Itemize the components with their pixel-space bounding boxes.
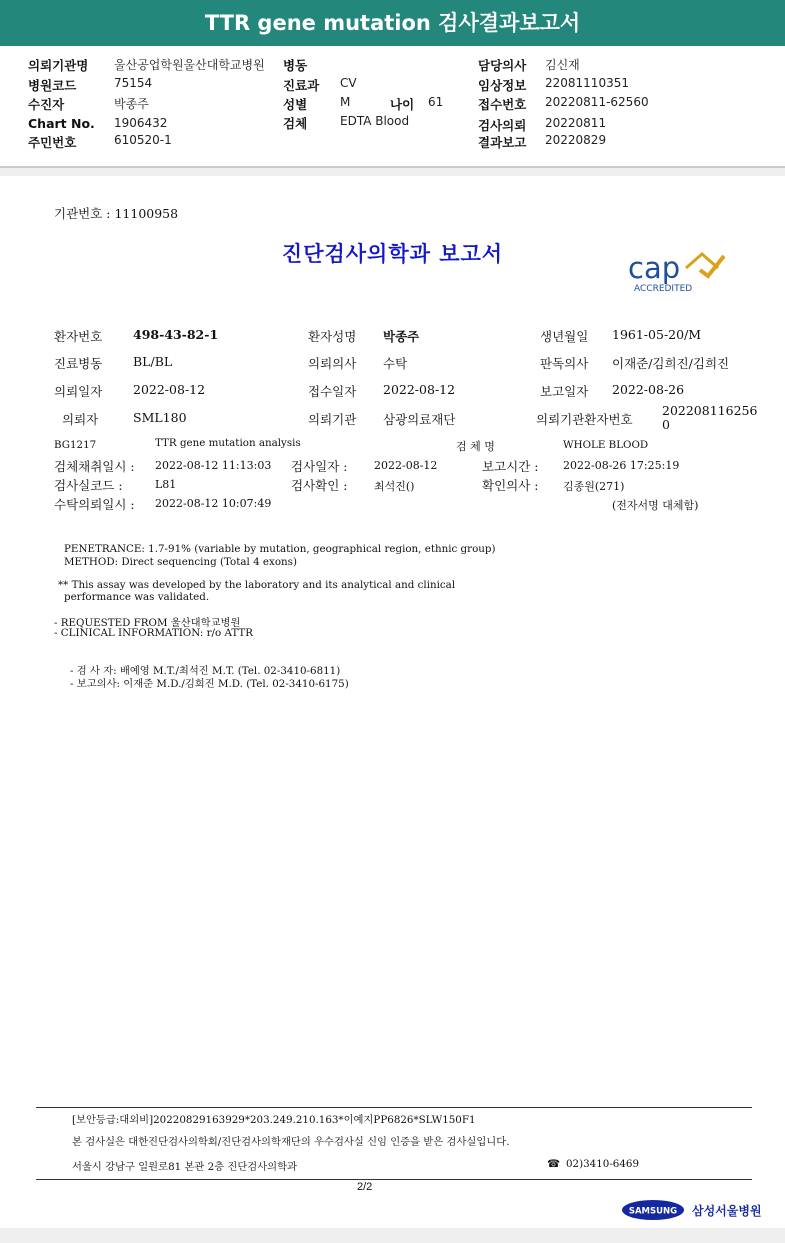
hdr-label-test-request: 검사의뢰 <box>478 118 527 133</box>
grid-label-requester: 의뢰자 <box>62 412 99 427</box>
hdr-value-doctor: 김신재 <box>545 58 580 72</box>
grid-label-request-institution: 의뢰기관 <box>308 412 357 427</box>
cap-logo-subtext: ACCREDITED <box>634 284 693 294</box>
hdr-label-chart-no: Chart No. <box>28 116 95 131</box>
grid-label-institution-patient-no: 의뢰기관환자번호 <box>536 412 633 427</box>
confirm-doctor-label: 확인의사 : <box>482 478 539 493</box>
collect-value: 2022-08-12 11:13:03 <box>155 459 272 472</box>
hospital-name-text: 삼성서울병원 <box>692 1204 762 1218</box>
grid-label-patient-no: 환자번호 <box>54 329 103 344</box>
grid-value-reading-doctor: 이재준/김희진/김희진 <box>612 356 730 371</box>
footer-top-rule <box>36 1107 752 1108</box>
patient-header <box>0 46 785 168</box>
hdr-value-chart-no: 1906432 <box>114 116 168 130</box>
report-document <box>0 176 785 1228</box>
report-title: TTR gene mutation 검사결과보고서 <box>204 11 581 35</box>
body-line-tester: - 검 사 자: 배예영 M.T./최석진 M.T. (Tel. 02-3410-6811) <box>70 665 341 677</box>
body-line-clinical-info: - CLINICAL INFORMATION: r/o ATTR <box>54 627 254 639</box>
hdr-label-hospital-code: 병원코드 <box>28 78 77 93</box>
report-time-label: 보고시간 : <box>482 459 539 474</box>
hdr-label-patient: 수진자 <box>28 97 65 112</box>
grid-value-request-date: 2022-08-12 <box>133 382 206 397</box>
test-name: TTR gene mutation analysis <box>155 437 301 449</box>
request-time-value: 2022-08-12 10:07:49 <box>155 497 272 510</box>
cap-logo-text: cap <box>628 251 681 285</box>
grid-label-request-doctor: 의뢰의사 <box>308 356 357 371</box>
samsung-hospital-logo <box>622 1196 762 1224</box>
hdr-value-resident-no: 610520-1 <box>114 133 172 147</box>
grid-value-request-doctor: 수탁 <box>383 356 408 371</box>
body-line-reporter: - 보고의사: 이재준 M.D./김희진 M.D. (Tel. 02-3410-6175) <box>70 678 349 690</box>
hdr-label-department: 진료과 <box>283 78 320 93</box>
grid-value-report-date: 2022-08-26 <box>612 382 685 397</box>
body-line-assay-note: ** This assay was developed by the laboratory and its analytical and clinical <box>58 579 456 591</box>
samsung-logo-text: SAMSUNG <box>628 1206 678 1217</box>
hdr-label-doctor: 담당의사 <box>478 58 527 73</box>
grid-label-report-date: 보고일자 <box>540 384 589 399</box>
grid-label-birth: 생년월일 <box>540 329 589 344</box>
body-line-requested-from: - REQUESTED FROM 울산대학교병원 <box>54 617 241 629</box>
request-time-label: 수탁의뢰일시 : <box>54 497 135 512</box>
grid-value-requester: SML180 <box>133 410 187 425</box>
hdr-value-result-report: 20220829 <box>545 133 607 147</box>
grid-value-request-institution: 삼광의료재단 <box>383 412 456 427</box>
hdr-label-sex: 성별 <box>283 97 308 112</box>
body-line-method: METHOD: Direct sequencing (Total 4 exons) <box>64 556 297 568</box>
certification-line: 본 검사실은 대한진단검사의학회/진단검사의학재단의 우수검사실 신임 인증을 받은 검사실입니다. <box>72 1136 510 1148</box>
institution-number: 기관번호 : 11100958 <box>54 206 179 221</box>
grid-label-patient-name: 환자성명 <box>308 329 357 344</box>
grid-value-patient-no: 498-43-82-1 <box>133 327 219 342</box>
hdr-label-ward: 병동 <box>283 58 308 73</box>
confirm-value: 최석진() <box>374 480 415 493</box>
phone-number: 02)3410-6469 <box>566 1158 640 1170</box>
bottom-band <box>0 1228 785 1243</box>
report-time-value: 2022-08-26 17:25:19 <box>563 459 680 472</box>
grid-value-birth: 1961-05-20/M <box>612 327 702 342</box>
cap-accredited-logo <box>628 248 728 298</box>
body-line-validated: performance was validated. <box>64 591 210 603</box>
grid-label-request-date: 의뢰일자 <box>54 384 103 399</box>
hdr-value-clinical-info: 22081110351 <box>545 76 629 90</box>
address-line: 서울시 강남구 일원로81 본관 2층 진단검사의학과 <box>72 1161 298 1173</box>
hdr-label-age: 나이 <box>390 97 415 112</box>
room-code-label: 검사실코드 : <box>54 478 123 493</box>
test-date-label: 검사일자 : <box>291 459 348 474</box>
specimen-value: WHOLE BLOOD <box>563 439 649 451</box>
grid-value-receipt-date: 2022-08-12 <box>383 382 456 397</box>
phone-icon: ☎ <box>547 1158 560 1170</box>
esign-note: (전자서명 대체함) <box>612 499 699 512</box>
grid-label-receipt-date: 접수일자 <box>308 384 357 399</box>
hdr-value-institution: 울산공업학원울산대학교병원 <box>114 58 265 72</box>
report-heading: 진단검사의학과 보고서 <box>281 242 504 266</box>
hdr-label-institution: 의뢰기관명 <box>28 58 89 73</box>
hdr-value-sex: M <box>340 95 351 109</box>
grid-label-ward: 진료병동 <box>54 356 103 371</box>
hdr-value-patient: 박종주 <box>114 97 149 111</box>
test-date-value: 2022-08-12 <box>374 459 438 472</box>
grid-value-institution-patient-no-line2: 0 <box>662 417 670 432</box>
body-line-penetrance: PENETRANCE: 1.7-91% (variable by mutation, geographical region, ethnic group) <box>64 543 496 555</box>
test-code: BG1217 <box>54 439 97 451</box>
specimen-label: 검 체 명 <box>456 440 495 453</box>
collect-label: 검체채취일시 : <box>54 459 135 474</box>
hdr-label-specimen: 검체 <box>283 116 308 131</box>
grid-value-patient-name: 박종주 <box>383 329 420 344</box>
hdr-label-resident-no: 주민번호 <box>28 135 77 150</box>
grid-value-institution-patient-no-line1: 202208116256 <box>662 403 758 418</box>
grid-value-ward: BL/BL <box>133 354 173 369</box>
hdr-value-specimen: EDTA Blood <box>340 114 410 128</box>
hdr-label-result-report: 결과보고 <box>478 135 527 150</box>
hdr-value-hospital-code: 75154 <box>114 76 153 90</box>
hdr-label-receipt-no: 접수번호 <box>478 97 527 112</box>
room-code-value: L81 <box>155 478 177 491</box>
confirm-doctor-value: 김종원(271) <box>563 480 625 493</box>
separator-band <box>0 168 785 176</box>
hdr-value-test-request: 20220811 <box>545 116 607 130</box>
report-title-bar <box>0 0 785 46</box>
hdr-value-age: 61 <box>428 95 444 109</box>
hdr-label-clinical-info: 임상정보 <box>478 78 527 93</box>
hdr-value-department: CV <box>340 76 357 90</box>
footer-bottom-rule <box>36 1179 752 1180</box>
grid-label-reading-doctor: 판독의사 <box>540 356 589 371</box>
page-number: 2/2 <box>357 1181 373 1193</box>
security-line: [보안등급:대외비]20220829163929*203.249.210.163*이예지PP6826*SLW150F1 <box>72 1114 476 1126</box>
hdr-value-receipt-no: 20220811-62560 <box>545 95 649 109</box>
confirm-label: 검사확인 : <box>291 478 348 493</box>
